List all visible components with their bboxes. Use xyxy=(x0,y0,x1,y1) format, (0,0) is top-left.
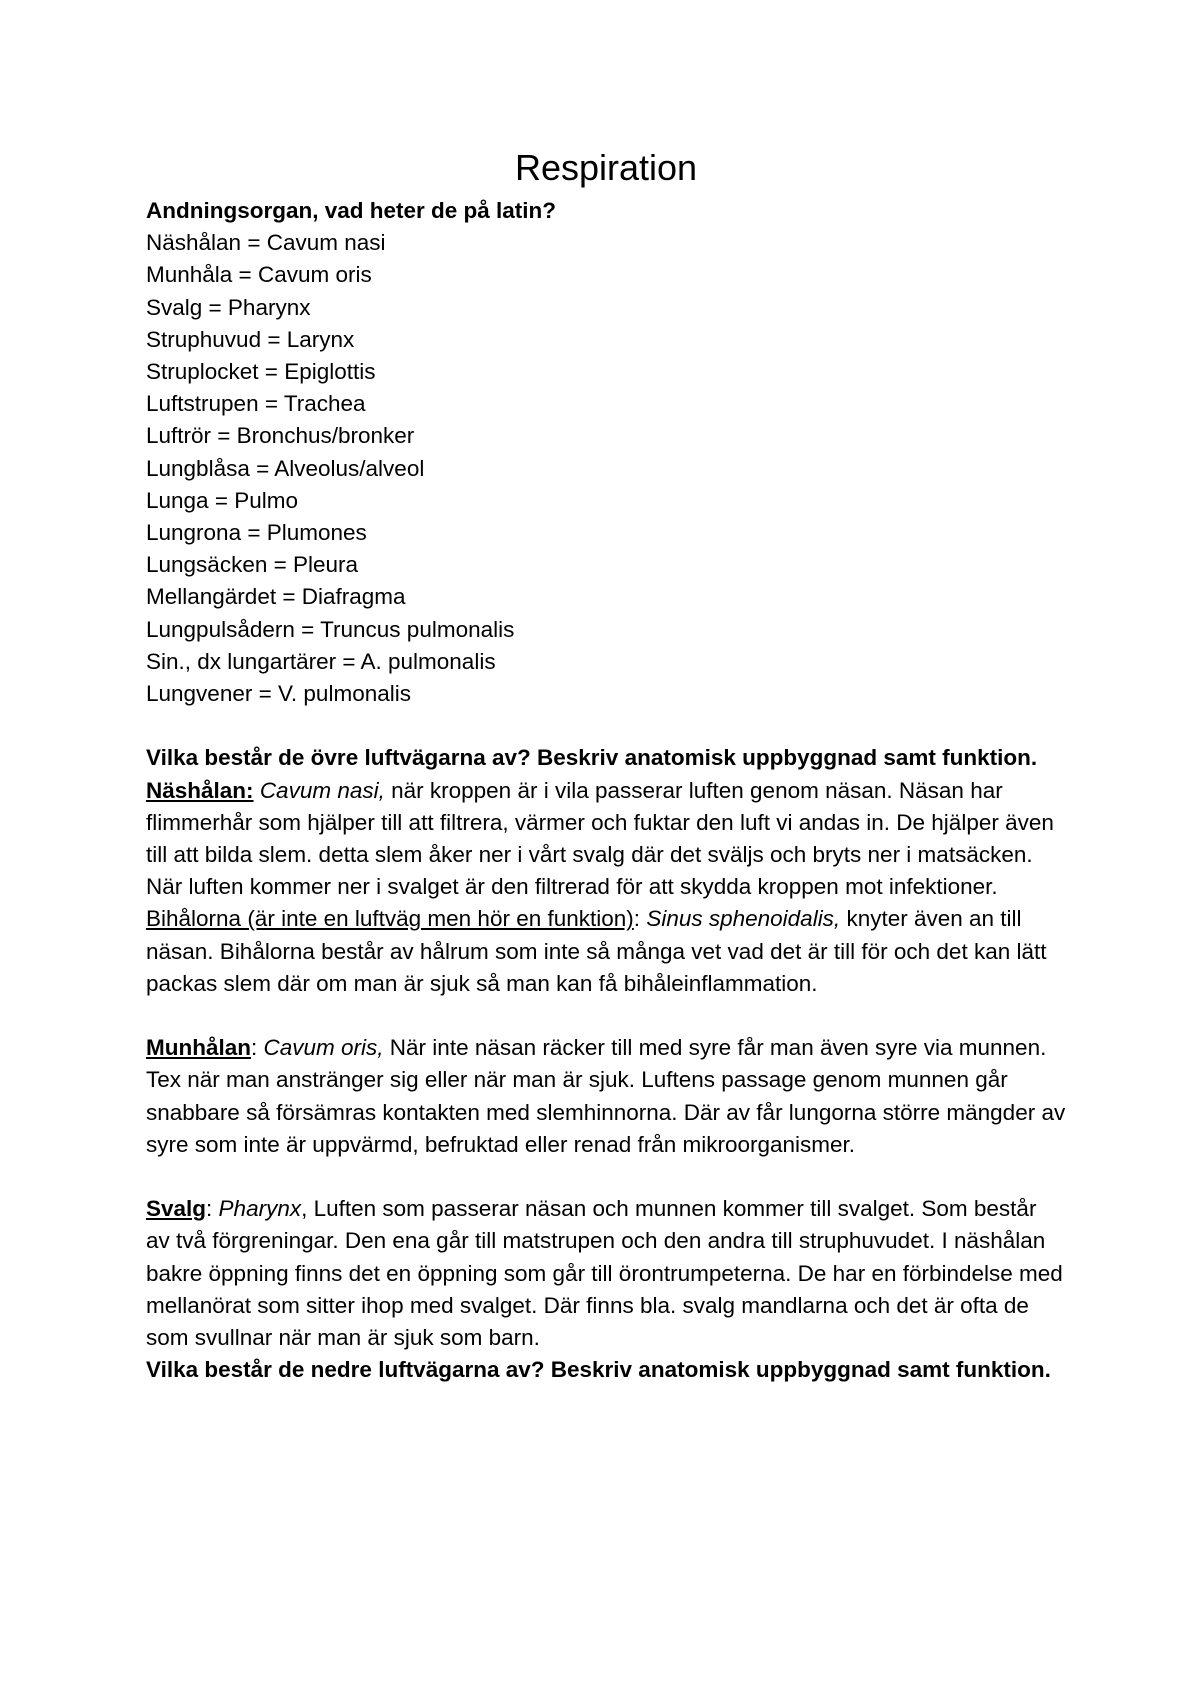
separator: : xyxy=(251,1035,264,1061)
list-item: Lunga = Pulmo xyxy=(146,487,298,513)
list-item: Lungsäcken = Pleura xyxy=(146,552,359,578)
latin-term: Sinus sphenoidalis, xyxy=(646,906,841,932)
separator: : xyxy=(206,1196,219,1222)
separator: : xyxy=(633,906,647,932)
term-label: Näshålan: xyxy=(146,777,254,803)
question-latin-names: Andningsorgan, vad heter de på latin? xyxy=(146,198,557,223)
list-item: Struplocket = Epiglottis xyxy=(146,359,376,385)
list-item: Lungvener = V. pulmonalis xyxy=(146,681,411,707)
paragraph-sinuses xyxy=(146,903,1066,1000)
paragraph-text: När inte näsan räcker till med syre får man även syre via munnen. Tex när man anstränger sig eller när man är sjuk. Luftens passage genom munnen går snabbare så försämras kontakten med slemhinnorna. Där av får lungorna större mängder av syre som inte är uppvärmd, befruktad eller renad från mikroorganismer. xyxy=(146,1035,1066,1157)
spacer xyxy=(146,710,1066,742)
list-item: Munhåla = Cavum oris xyxy=(146,262,372,288)
term-label: Bihålorna (är inte en luftväg men hör en funktion) xyxy=(146,906,634,932)
question-lower-airways: Vilka består de nedre luftvägarna av? Beskriv anatomisk uppbyggnad samt funktion. xyxy=(146,1357,1051,1383)
list-item: Lungpulsådern = Truncus pulmonalis xyxy=(146,616,515,642)
list-item: Struphuvud = Larynx xyxy=(146,326,355,352)
page-title: Respiration xyxy=(514,147,698,188)
list-item: Svalg = Pharynx xyxy=(146,294,311,320)
paragraph-nasal-cavity xyxy=(146,775,1066,904)
paragraph-text: när kroppen är i vila passerar luften genom näsan. Näsan har flimmerhår som hjälper till att filtrera, värmer och fuktar den luft vi andas in. De hjälper även till att bilda slem. detta slem åker ner i vårt svalg där det sväljs och bryts ner i matsäcken. När luften kommer ner i svalget är den filtrerad för att skydda kroppen mot infektioner. xyxy=(146,777,1054,900)
spacer xyxy=(146,1161,1066,1193)
paragraph-text: knyter även an till näsan. Bihålorna består av hålrum som inte så många vet vad det är till för och det kan lätt packas slem där om man är sjuk så man kan få bihåleinflammation. xyxy=(146,906,1047,996)
latin-term: Cavum nasi, xyxy=(259,777,385,803)
spacer xyxy=(146,1000,1066,1032)
question-upper-airways: Vilka består de övre luftvägarna av? Beskriv anatomisk uppbyggnad samt funktion. xyxy=(146,745,1038,771)
term-label: Svalg xyxy=(146,1196,207,1222)
latin-term: Cavum oris, xyxy=(263,1035,384,1061)
paragraph-pharynx xyxy=(146,1193,1066,1354)
list-item: Lungrona = Plumones xyxy=(146,520,367,546)
latin-term: Pharynx xyxy=(218,1196,302,1222)
terms-list xyxy=(146,227,1066,710)
list-item: Luftstrupen = Trachea xyxy=(146,391,366,417)
list-item: Mellangärdet = Diafragma xyxy=(146,584,406,610)
list-item: Näshålan = Cavum nasi xyxy=(146,230,386,256)
paragraph-text: , Luften som passerar näsan och munnen kommer till svalget. Som består av två förgreningar. Den ena går till matstrupen och den andra till struphuvudet. I näshålan bakre öppning finns det en öppning som går till örontrumpeterna. De har en förbindelse med mellanörat som sitter ihop med svalget. Där finns bla. svalg mandlarna och det är ofta de som svullnar när man är sjuk som barn. xyxy=(146,1196,1063,1351)
document-page xyxy=(146,140,1066,1386)
list-item: Lungblåsa = Alveolus/alveol xyxy=(146,455,425,481)
paragraph-oral-cavity xyxy=(146,1032,1066,1161)
term-label: Munhålan xyxy=(146,1035,251,1061)
list-item: Sin., dx lungartärer = A. pulmonalis xyxy=(146,648,496,674)
list-item: Luftrör = Bronchus/bronker xyxy=(146,423,415,449)
